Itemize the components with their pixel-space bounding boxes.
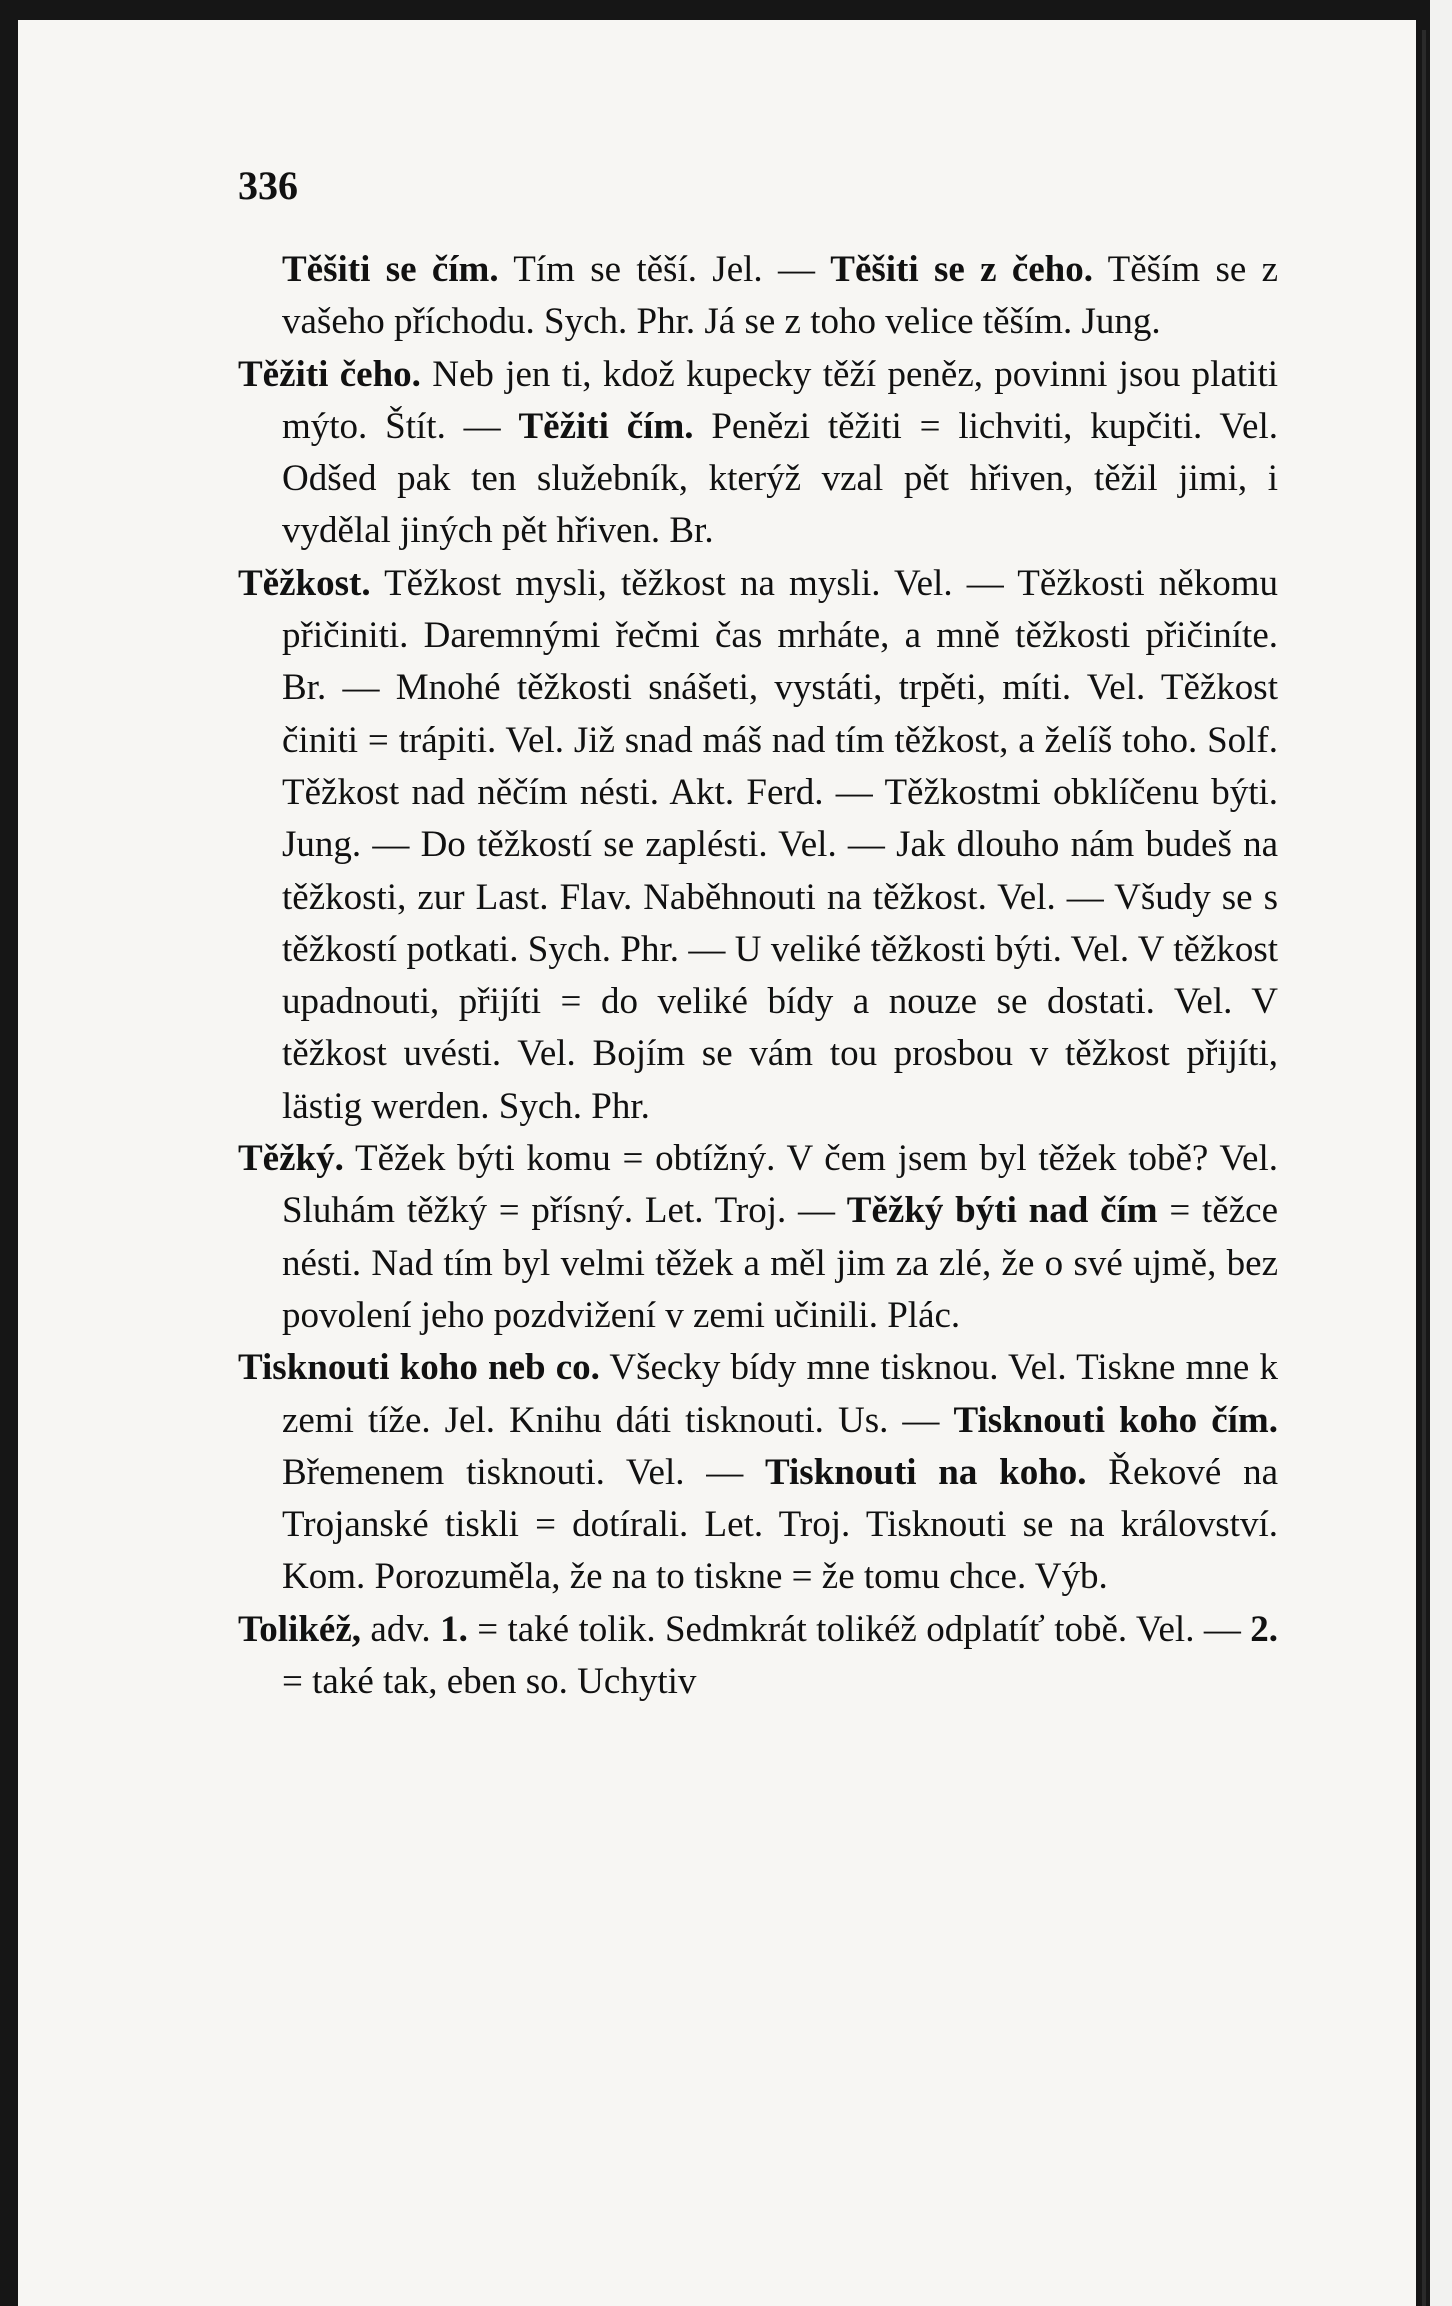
- entry-text: Tím se těší. Jel. —: [498, 249, 831, 290]
- page-edge-shadow: [1422, 30, 1426, 2306]
- entry-headword: Těžký býti nad čím: [846, 1190, 1158, 1232]
- entry-text: adv.: [361, 1608, 441, 1650]
- entry-headword: 2.: [1250, 1608, 1278, 1650]
- entry-text: Penězi těžiti = lichviti, kupčiti. Vel. Odšed pak ten služebník, kterýž vzal pět hřiven, těžil jimi, i vydělal jiných pět hřiven. Br.: [282, 405, 1278, 552]
- entry-headword: Těžký.: [238, 1138, 344, 1180]
- dictionary-entry: [238, 1604, 1278, 1709]
- entry-text: Všecky bídy mne tisknou. Vel. Tiskne mne k zemi tíže. Jel. Knihu dáti tisknouti. Us. —: [282, 1347, 1278, 1441]
- entry-text: Břemenem tisknouti. Vel. —: [282, 1451, 766, 1493]
- entry-headword: Tisknouti koho neb co.: [238, 1347, 600, 1389]
- entry-text: Těším se z vašeho příchodu. Sych. Phr. Já se z toho velice těším. Jung.: [282, 249, 1279, 343]
- entry-headword: Tolikéž,: [238, 1608, 362, 1650]
- entry-headword: Těšiti se z čeho.: [830, 249, 1094, 290]
- scan-margin: [1430, 0, 1452, 2306]
- entry-text: = také tolik. Sedmkrát tolikéž odplatíť tobě. Vel. —: [467, 1608, 1251, 1650]
- entry-headword: Tisknouti na koho.: [765, 1451, 1087, 1493]
- entry-headword: Těžiti čím.: [518, 405, 694, 447]
- entry-headword: Těžkost.: [238, 562, 371, 604]
- entry-text: = také tak, eben so. Uchytiv: [282, 1661, 697, 1703]
- dictionary-entry: [238, 244, 1278, 349]
- entry-text: = těžce nésti. Nad tím byl velmi těžek a měl jim za zlé, že o své ujmě, bez povolení jeho pozdvižení v zemi učinili. Plác.: [282, 1190, 1278, 1336]
- dictionary-entry: [238, 1342, 1278, 1603]
- dictionary-text: [238, 244, 1278, 1708]
- page-number: 336: [238, 163, 298, 208]
- dictionary-entry: [238, 558, 1278, 1133]
- entry-text: Těžkost mysli, těžkost na mysli. Vel. — Těžkosti někomu přičiniti. Daremnými řečmi čas mrháte, a mně těžkosti přičiníte. Br. — Mnohé těžkosti snášeti, vystáti, trpěti, míti. Vel. Těžkost činiti = trápiti. Vel. Již snad máš nad tím těžkost, a želíš toho. Solf. Těžkost nad něčím nésti. Akt. Ferd. — Těžkostmi obklíčenu býti. Jung. — Do těžkostí se zaplésti. Vel. — Jak dlouho nám budeš na těžkosti, zur Last. Flav. Naběhnouti na těžkost. Vel. — Všudy se s těžkostí potkati. Sych. Phr. — U veliké těžkosti býti. Vel. V těžkost upadnouti, přijíti = do veliké bídy a nouze se dostati. Vel. V těžkost uvésti. Vel. Bojím se vám tou prosbou v těžkost přijíti, lästig werden. Sych. Phr.: [282, 562, 1278, 1127]
- entry-text: Řekové na Trojanské tiskli = dotírali. Let. Troj. Tisknouti se na království. Kom. Porozuměla, že na to tiskne = že tomu chce. Výb.: [282, 1451, 1278, 1598]
- entry-headword: Tisknouti koho čím.: [953, 1399, 1279, 1441]
- entry-headword: Těšiti se čím.: [282, 249, 499, 290]
- entry-text: Neb jen ti, kdož kupecky těží peněz, povinni jsou platiti mýto. Štít. —: [282, 353, 1279, 447]
- entry-headword: 1.: [440, 1608, 468, 1650]
- dictionary-entry: [238, 1133, 1278, 1342]
- dictionary-entry: [238, 349, 1278, 558]
- entry-headword: Těžiti čeho.: [238, 353, 421, 395]
- entry-text: Těžek býti komu = obtížný. V čem jsem byl těžek tobě? Vel. Sluhám těžký = přísný. Let. Troj. —: [282, 1138, 1278, 1232]
